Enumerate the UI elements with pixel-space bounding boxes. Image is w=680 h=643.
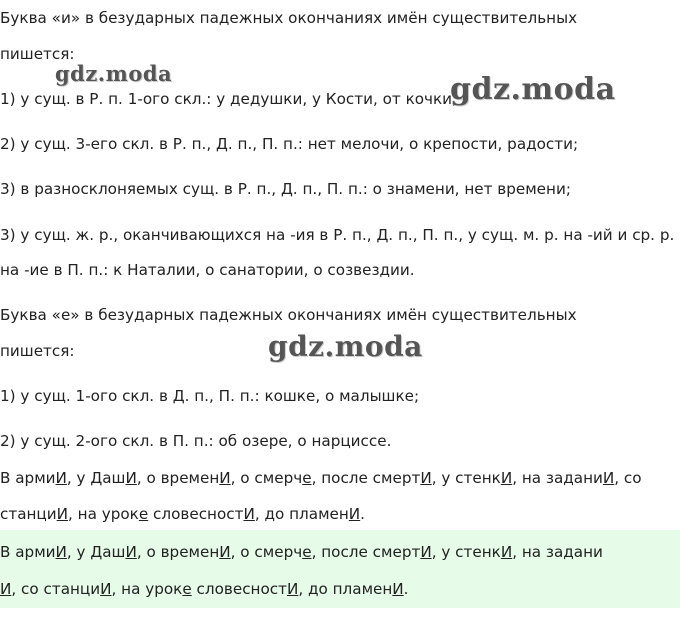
answer-line-1: В армиИ, у ДашИ, о временИ, о смерче, после смертИ, у стенкИ, на задани [0, 543, 603, 561]
watermark-large: gdz.moda [450, 72, 616, 107]
rule-heading-e-cont: пишется: [0, 342, 75, 360]
rule-i-1: 1) у сущ. в Р. п. 1-ого скл.: у дедушки, у Кости, от кочки; [0, 90, 458, 108]
rule-heading-i-cont: пишется: [0, 45, 75, 63]
rule-heading-e: Буква «е» в безударных падежных окончаниях имён существительных [0, 306, 577, 324]
exercise-line-1: В армиИ, у ДашИ, о временИ, о смерче, после смертИ, у стенкИ, на заданиИ, со [0, 469, 642, 487]
rule-heading-i: Буква «и» в безударных падежных окончаниях имён существительных [0, 9, 578, 27]
rule-i-2: 2) у сущ. 3-его скл. в Р. п., Д. п., П. п.: нет мелочи, о крепости, радости; [0, 135, 579, 153]
watermark-middle: gdz.moda [268, 330, 423, 363]
exercise-line-2: станциИ, на уроке словесностИ, до пламенИ. [0, 505, 365, 523]
rule-e-2: 2) у сущ. 2-ого скл. в П. п.: об озере, о нарциссе. [0, 432, 392, 450]
watermark-small: gdz.moda [55, 61, 173, 86]
rule-i-4: 3) у сущ. ж. р., оканчивающихся на -ия в Р. п., Д. п., П. п., у сущ. м. р. на -ий и ср. р. [0, 226, 675, 244]
rule-e-1: 1) у сущ. 1-ого скл. в Д. п., П. п.: кошке, о малышке; [0, 387, 420, 405]
rule-i-4-cont: на -ие в П. п.: к Наталии, о санатории, о созвездии. [0, 261, 415, 279]
rule-i-3: 3) в разносклоняемых сущ. в Р. п., Д. п., П. п.: о знамени, нет времени; [0, 180, 571, 198]
answer-line-2: И, со станциИ, на уроке словесностИ, до пламенИ. [0, 580, 409, 598]
